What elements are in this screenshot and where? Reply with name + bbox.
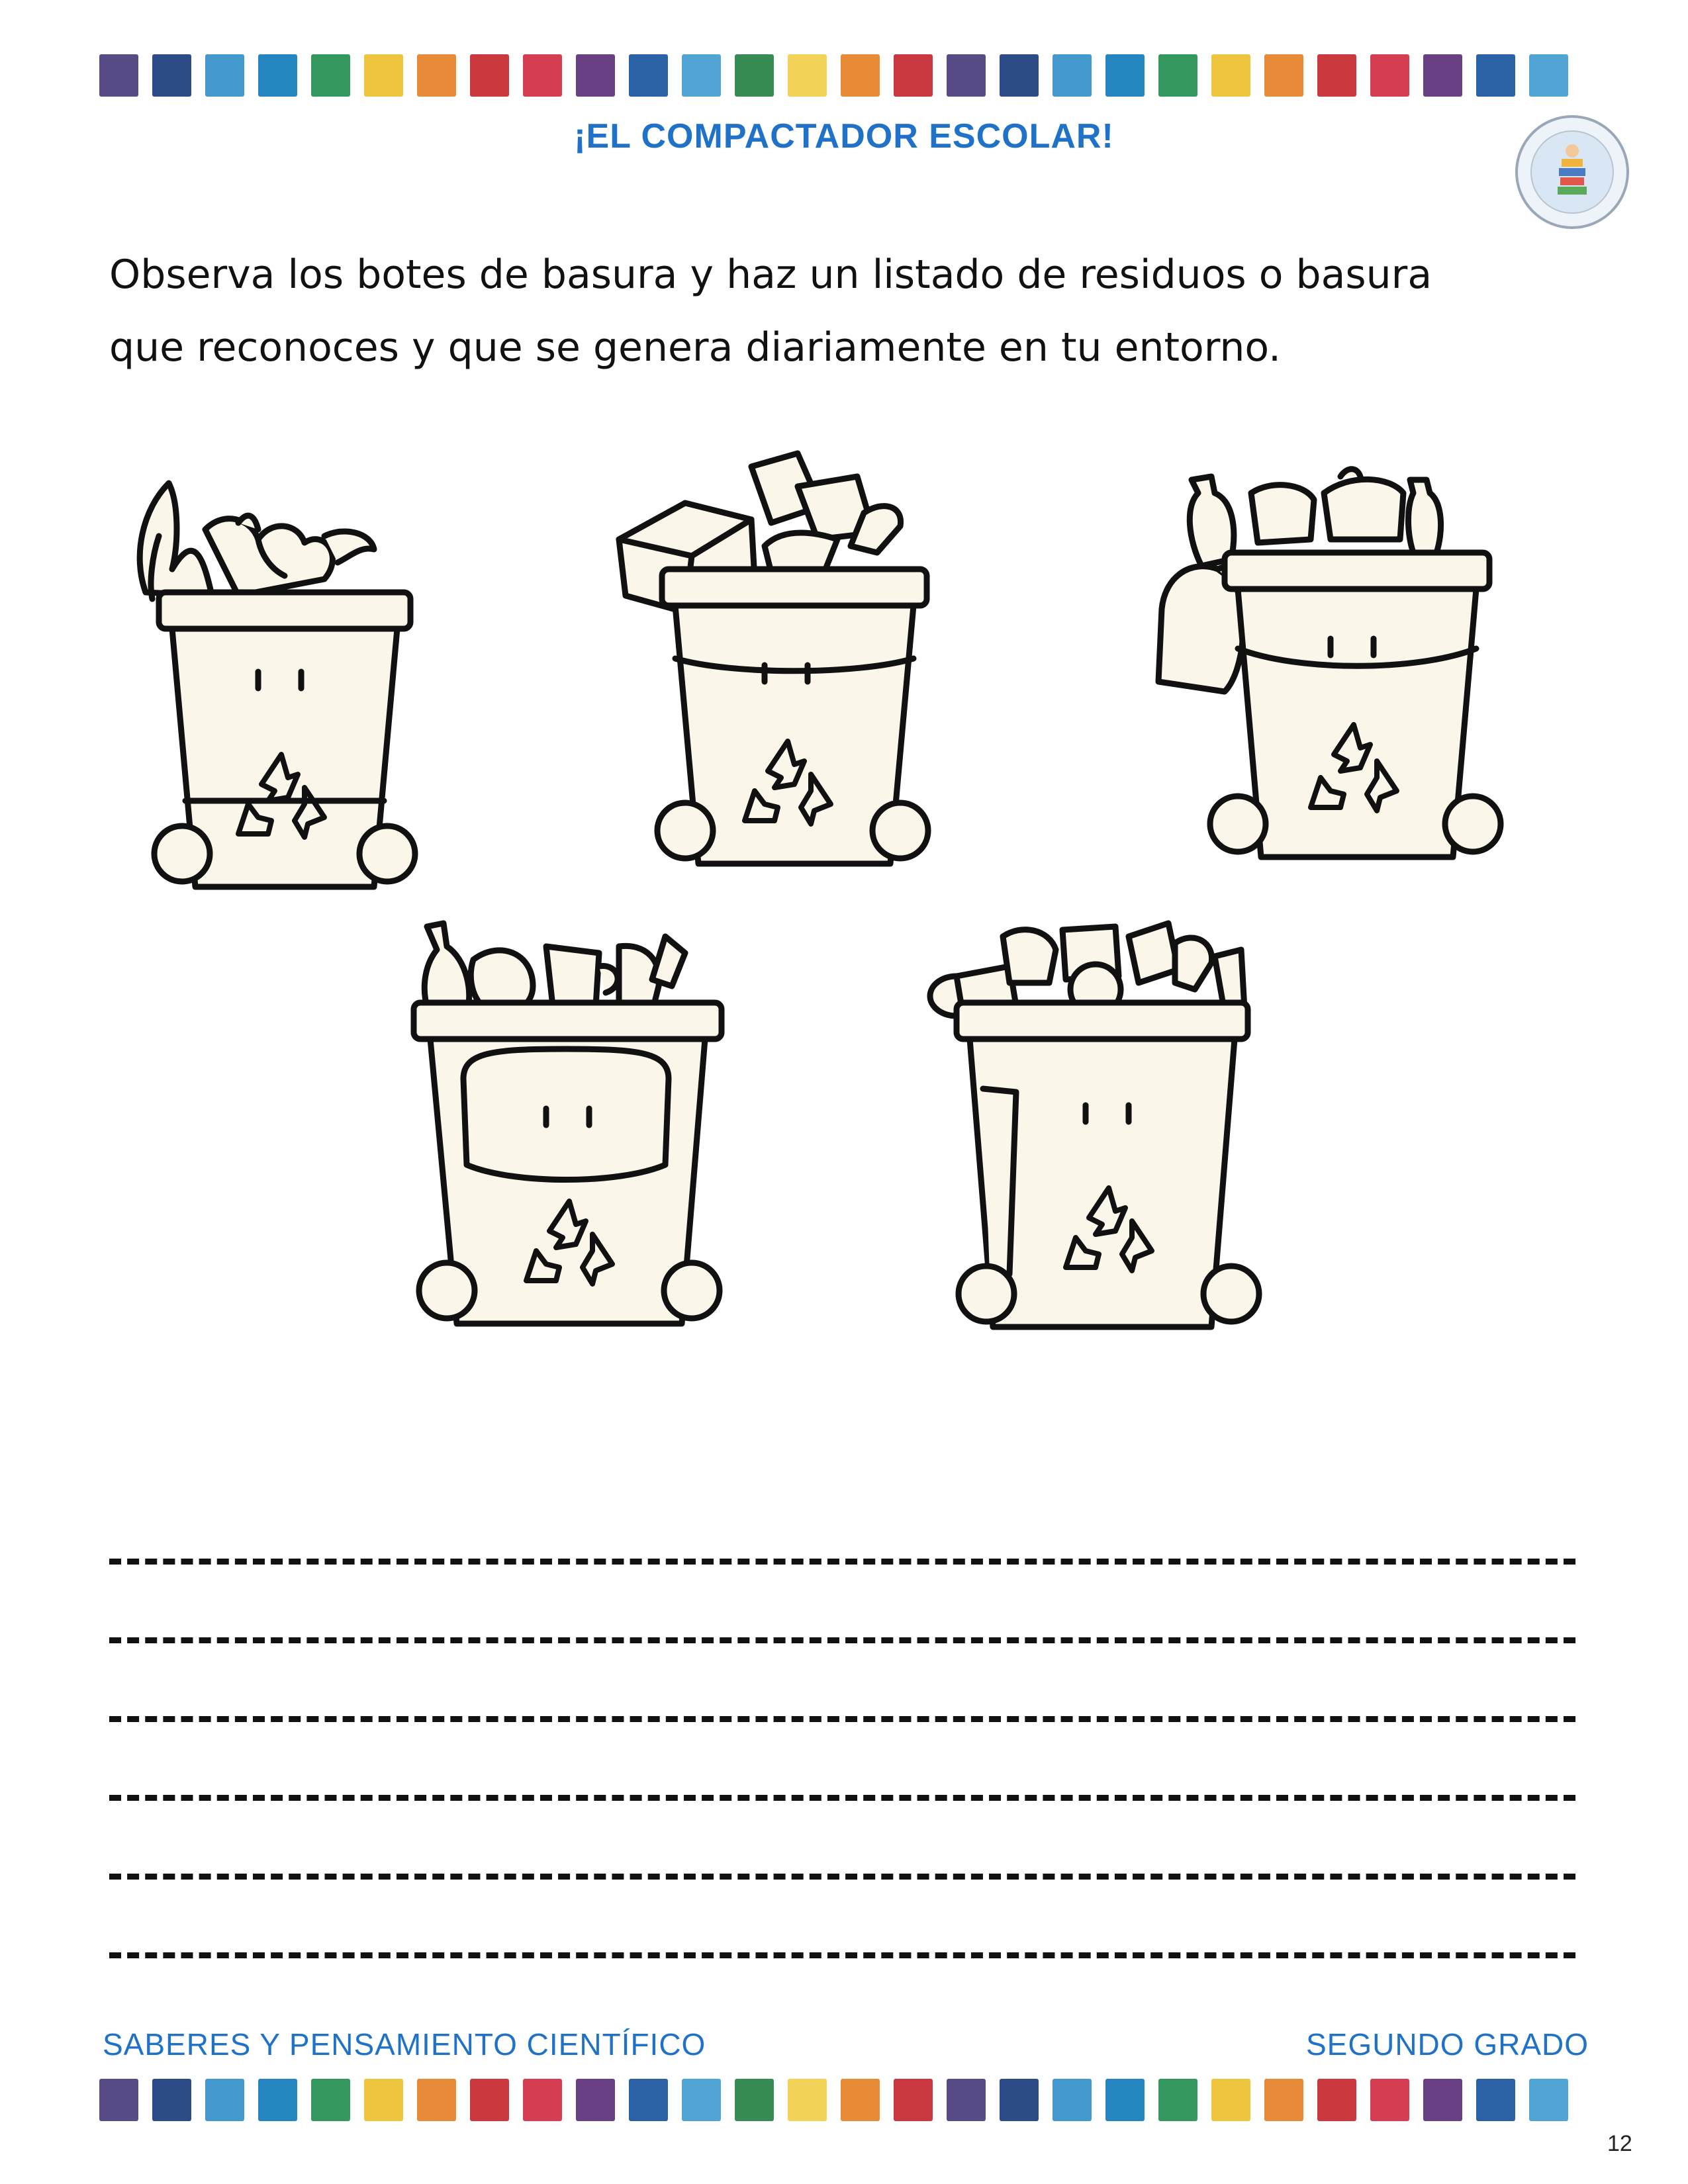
color-strip-bottom bbox=[99, 2079, 1589, 2121]
color-square bbox=[523, 2079, 562, 2121]
color-square bbox=[364, 2079, 403, 2121]
color-square bbox=[470, 54, 509, 97]
page-title: ¡EL COMPACTADOR ESCOLAR! bbox=[574, 117, 1114, 156]
glass-waste-bin-icon bbox=[400, 907, 745, 1370]
instructions-line-2: que reconoces y que se genera diariamente en tu entorno. bbox=[109, 324, 1282, 371]
color-square bbox=[205, 54, 244, 97]
answer-line-6[interactable] bbox=[109, 1952, 1575, 1958]
color-square bbox=[523, 54, 562, 97]
color-square bbox=[1370, 2079, 1409, 2121]
color-square bbox=[1158, 2079, 1197, 2121]
escolares-logo-icon bbox=[1513, 113, 1632, 232]
color-square bbox=[576, 54, 615, 97]
paper-cardboard-bin-icon bbox=[599, 440, 943, 903]
color-square bbox=[1105, 54, 1145, 97]
color-square bbox=[152, 54, 191, 97]
page-number: 12 bbox=[1607, 2131, 1632, 2156]
color-square bbox=[947, 2079, 986, 2121]
color-square bbox=[947, 54, 986, 97]
answer-line-4[interactable] bbox=[109, 1795, 1575, 1801]
color-square bbox=[576, 2079, 615, 2121]
color-square bbox=[99, 54, 138, 97]
color-square bbox=[682, 2079, 721, 2121]
color-square bbox=[841, 2079, 880, 2121]
color-square bbox=[894, 2079, 933, 2121]
color-square bbox=[1264, 54, 1303, 97]
color-square bbox=[1105, 2079, 1145, 2121]
color-square bbox=[1529, 2079, 1568, 2121]
answer-line-3[interactable] bbox=[109, 1716, 1575, 1722]
color-square bbox=[629, 2079, 668, 2121]
color-square bbox=[99, 2079, 138, 2121]
color-square bbox=[841, 54, 880, 97]
color-square bbox=[1317, 54, 1356, 97]
color-square bbox=[1000, 54, 1039, 97]
color-square bbox=[788, 54, 827, 97]
color-square bbox=[417, 54, 456, 97]
color-square bbox=[629, 54, 668, 97]
color-square bbox=[470, 2079, 509, 2121]
answer-line-2[interactable] bbox=[109, 1637, 1575, 1643]
color-square bbox=[1423, 2079, 1462, 2121]
color-square bbox=[152, 2079, 191, 2121]
color-square bbox=[1370, 54, 1409, 97]
answer-line-5[interactable] bbox=[109, 1874, 1575, 1880]
color-square bbox=[682, 54, 721, 97]
metal-waste-bin-icon bbox=[917, 903, 1288, 1380]
organic-waste-bin-icon bbox=[106, 457, 450, 933]
color-square bbox=[735, 54, 774, 97]
color-square bbox=[205, 2079, 244, 2121]
instructions-line-1: Observa los botes de basura y haz un listado de residuos o basura bbox=[109, 251, 1432, 298]
color-square bbox=[788, 2079, 827, 2121]
color-square bbox=[1423, 54, 1462, 97]
color-square bbox=[894, 54, 933, 97]
color-square bbox=[1158, 54, 1197, 97]
color-square bbox=[1476, 54, 1515, 97]
answer-line-1[interactable] bbox=[109, 1559, 1575, 1565]
color-square bbox=[1211, 2079, 1250, 2121]
color-square bbox=[1053, 2079, 1092, 2121]
color-square bbox=[1264, 2079, 1303, 2121]
color-square bbox=[1317, 2079, 1356, 2121]
color-square bbox=[1000, 2079, 1039, 2121]
color-square bbox=[1529, 54, 1568, 97]
color-square bbox=[311, 2079, 350, 2121]
color-square bbox=[1053, 54, 1092, 97]
footer-grade: SEGUNDO GRADO bbox=[1305, 2027, 1589, 2062]
color-square bbox=[258, 2079, 297, 2121]
color-square bbox=[311, 54, 350, 97]
color-square bbox=[1211, 54, 1250, 97]
color-square bbox=[417, 2079, 456, 2121]
color-square bbox=[364, 54, 403, 97]
color-square bbox=[258, 54, 297, 97]
color-square bbox=[735, 2079, 774, 2121]
color-strip-top bbox=[99, 54, 1589, 97]
footer-subject: SABERES Y PENSAMIENTO CIENTÍFICO bbox=[103, 2027, 706, 2062]
instructions bbox=[109, 238, 1566, 384]
color-square bbox=[1476, 2079, 1515, 2121]
plastic-waste-bin-icon bbox=[1139, 453, 1509, 910]
